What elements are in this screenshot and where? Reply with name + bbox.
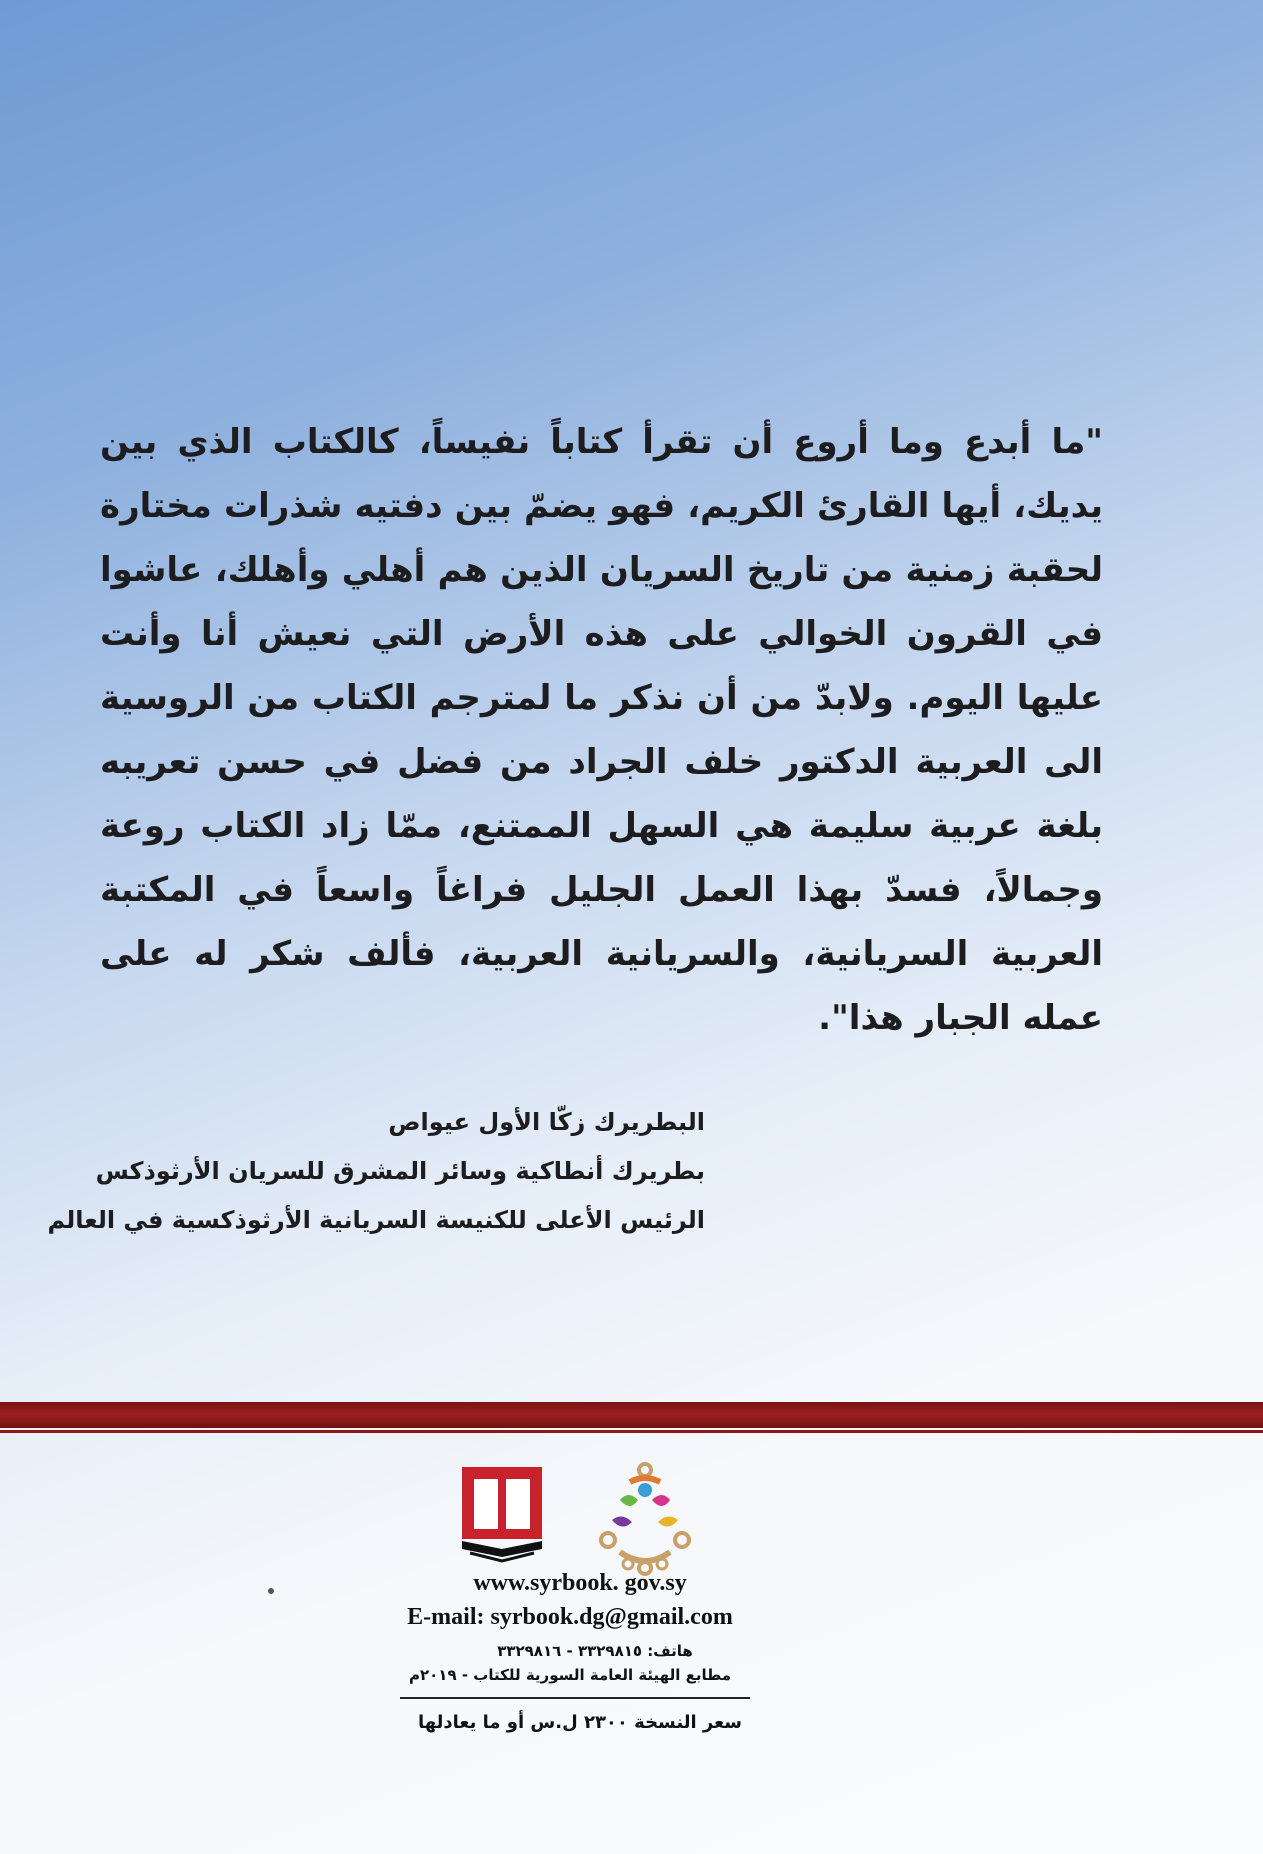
culture-logo-icon: [590, 1460, 700, 1578]
signature-name: البطريرك زكّا الأول عيواص: [388, 1108, 705, 1136]
quote-text: "ما أبدع وما أروع أن تقرأ كتاباً نفيساً، كالكتاب الذي بين يديك، أيها القارئ الكريم، فهو يضمّ بين دفتيه شذرات مختارة لحقبة زمنية من تاريخ السريان الذين هم أهلي وأهلك، عاشوا في القرون الخوالي على هذه الأرض التي نعيش أنا وأنت عليها اليوم. ولابدّ من أن نذكر ما لمترجم الكتاب من الروسية الى العربية الدكتور خلف الجراد من فضل في حسن تعريبه بلغة عربية سليمة هي السهل الممتنع، ممّا زاد الكتاب روعة وجمالاً، فسدّ بهذا العمل الجليل فراغاً واسعاً في المكتبة العربية السريانية، والسريانية العربية، فألف شكر له على عمله الجبار هذا".: [100, 422, 1103, 1038]
publisher-printer: مطابع الهيئة العامة السورية للكتاب - ٢٠١٩م: [409, 1666, 731, 1684]
decorative-band: [0, 1402, 1263, 1428]
decorative-band-line: [0, 1430, 1263, 1433]
signature-title-line2: الرئيس الأعلى للكنيسة السريانية الأرثوذكسية في العالم: [47, 1206, 705, 1234]
divider-line: [400, 1697, 750, 1699]
signature-block: [47, 1098, 705, 1245]
price-label: سعر النسخة ٢٣٠٠ ل.س أو ما يعادلها: [418, 1712, 742, 1733]
book-logo-icon: [458, 1463, 546, 1563]
signature-title-line1: بطريرك أنطاكية وسائر المشرق للسريان الأرثوذكس: [95, 1157, 705, 1185]
publisher-email: E-mail: syrbook.dg@gmail.com: [407, 1604, 733, 1630]
publisher-website: www.syrbook. gov.sy: [473, 1570, 687, 1596]
publisher-phone: هاتف: ٣٣٢٩٨١٥ - ٣٣٢٩٨١٦: [497, 1642, 693, 1660]
print-speck: [268, 1588, 274, 1594]
